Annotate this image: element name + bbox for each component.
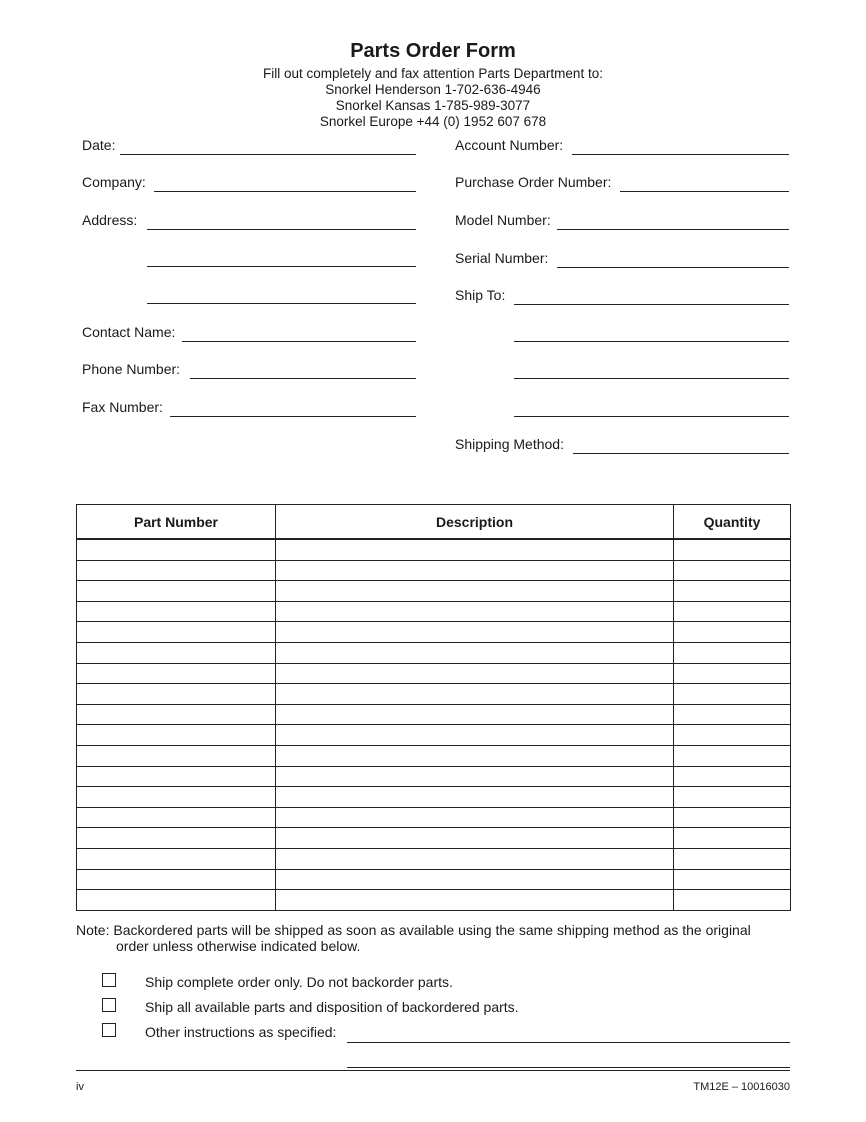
- header-description: Description: [276, 505, 674, 540]
- description-cell[interactable]: [276, 745, 674, 766]
- quantity-cell[interactable]: [674, 581, 791, 602]
- description-cell[interactable]: [276, 766, 674, 787]
- document-id: TM12E – 10016030: [693, 1081, 790, 1093]
- table-row: [77, 787, 791, 808]
- quantity-cell[interactable]: [674, 745, 791, 766]
- fax-instructions: Fill out completely and fax attention Parts Department to:: [263, 66, 603, 81]
- other-instructions-label: Other instructions as specified:: [145, 1024, 337, 1040]
- phone-number-label: Phone Number:: [82, 361, 181, 377]
- part-number-cell[interactable]: [77, 622, 276, 643]
- table-row: [77, 684, 791, 705]
- ship-to-field-line-1[interactable]: [514, 304, 789, 305]
- table-row: [77, 766, 791, 787]
- ship-to-field-line-3[interactable]: [514, 378, 789, 379]
- quantity-cell[interactable]: [674, 807, 791, 828]
- phone-number-field[interactable]: [190, 378, 416, 379]
- other-instructions-field-line-1[interactable]: [347, 1042, 790, 1043]
- backorder-note: [76, 922, 790, 954]
- address-label: Address:: [82, 212, 138, 228]
- note-line-1: Note: Backordered parts will be shipped as soon as available using the same shipping method as the original: [76, 922, 751, 938]
- table-row: [77, 745, 791, 766]
- parts-table: [76, 504, 791, 911]
- table-row: [77, 581, 791, 602]
- ship-complete-label: Ship complete order only. Do not backorder parts.: [145, 974, 453, 990]
- address-field-line-1[interactable]: [147, 229, 416, 230]
- quantity-cell[interactable]: [674, 725, 791, 746]
- quantity-cell[interactable]: [674, 560, 791, 581]
- address-field-line-2[interactable]: [147, 266, 416, 267]
- date-label: Date:: [82, 137, 116, 153]
- ship-to-field-line-2[interactable]: [514, 341, 789, 342]
- address-field-line-3[interactable]: [147, 303, 416, 304]
- description-cell[interactable]: [276, 807, 674, 828]
- description-cell[interactable]: [276, 869, 674, 890]
- table-row: [77, 539, 791, 560]
- description-cell[interactable]: [276, 848, 674, 869]
- shipping-method-label: Shipping Method:: [455, 436, 564, 452]
- quantity-cell[interactable]: [674, 704, 791, 725]
- contact-europe: Snorkel Europe +44 (0) 1952 607 678: [319, 114, 547, 129]
- description-cell[interactable]: [276, 725, 674, 746]
- part-number-cell[interactable]: [77, 663, 276, 684]
- quantity-cell[interactable]: [674, 539, 791, 560]
- table-row: [77, 848, 791, 869]
- purchase-order-number-label: Purchase Order Number:: [455, 174, 612, 190]
- table-row: [77, 560, 791, 581]
- contact-henderson: Snorkel Henderson 1-702-636-4946: [325, 82, 541, 97]
- part-number-cell[interactable]: [77, 704, 276, 725]
- part-number-cell[interactable]: [77, 890, 276, 911]
- page-number: iv: [76, 1081, 84, 1093]
- contact-kansas: Snorkel Kansas 1-785-989-3077: [335, 98, 531, 113]
- other-instructions-checkbox[interactable]: [102, 1023, 116, 1037]
- table-row: [77, 725, 791, 746]
- table-row: [77, 828, 791, 849]
- part-number-cell[interactable]: [77, 642, 276, 663]
- fax-number-field[interactable]: [170, 416, 416, 417]
- part-number-cell[interactable]: [77, 725, 276, 746]
- description-cell[interactable]: [276, 539, 674, 560]
- ship-available-checkbox[interactable]: [102, 998, 116, 1012]
- header-quantity: Quantity: [674, 505, 791, 540]
- part-number-cell[interactable]: [77, 869, 276, 890]
- part-number-cell[interactable]: [77, 848, 276, 869]
- ship-to-label: Ship To:: [455, 287, 506, 303]
- footer-rule: [76, 1070, 790, 1071]
- contact-name-label: Contact Name:: [82, 324, 176, 340]
- table-header-row: [77, 505, 791, 540]
- quantity-cell[interactable]: [674, 684, 791, 705]
- part-number-cell[interactable]: [77, 766, 276, 787]
- other-instructions-field-line-2[interactable]: [347, 1067, 790, 1068]
- table-row: [77, 663, 791, 684]
- fax-number-label: Fax Number:: [82, 399, 163, 415]
- description-cell[interactable]: [276, 642, 674, 663]
- quantity-cell[interactable]: [674, 869, 791, 890]
- quantity-cell[interactable]: [674, 828, 791, 849]
- table-row: [77, 890, 791, 911]
- quantity-cell[interactable]: [674, 601, 791, 622]
- description-cell[interactable]: [276, 663, 674, 684]
- note-line-2: order unless otherwise indicated below.: [116, 938, 361, 954]
- model-number-label: Model Number:: [455, 212, 551, 228]
- table-row: [77, 704, 791, 725]
- quantity-cell[interactable]: [674, 787, 791, 808]
- account-number-field[interactable]: [572, 154, 789, 155]
- part-number-cell[interactable]: [77, 581, 276, 602]
- part-number-cell[interactable]: [77, 684, 276, 705]
- part-number-cell[interactable]: [77, 601, 276, 622]
- contact-name-field[interactable]: [182, 341, 416, 342]
- description-cell[interactable]: [276, 787, 674, 808]
- purchase-order-number-field[interactable]: [620, 191, 789, 192]
- parts-table-body: [77, 539, 791, 910]
- table-row: [77, 601, 791, 622]
- description-cell[interactable]: [276, 560, 674, 581]
- serial-number-field[interactable]: [557, 267, 789, 268]
- company-field[interactable]: [154, 191, 416, 192]
- part-number-cell[interactable]: [77, 539, 276, 560]
- part-number-cell[interactable]: [77, 745, 276, 766]
- quantity-cell[interactable]: [674, 622, 791, 643]
- header-part-number: Part Number: [77, 505, 276, 540]
- description-cell[interactable]: [276, 828, 674, 849]
- account-number-label: Account Number:: [455, 137, 564, 153]
- ship-complete-checkbox[interactable]: [102, 973, 116, 987]
- table-row: [77, 642, 791, 663]
- description-cell[interactable]: [276, 622, 674, 643]
- table-row: [77, 869, 791, 890]
- model-number-field[interactable]: [557, 229, 789, 230]
- company-label: Company:: [82, 174, 146, 190]
- shipping-method-field[interactable]: [573, 453, 789, 454]
- table-row: [77, 622, 791, 643]
- quantity-cell[interactable]: [674, 642, 791, 663]
- description-cell[interactable]: [276, 601, 674, 622]
- quantity-cell[interactable]: [674, 663, 791, 684]
- description-cell[interactable]: [276, 684, 674, 705]
- quantity-cell[interactable]: [674, 766, 791, 787]
- part-number-cell[interactable]: [77, 787, 276, 808]
- description-cell[interactable]: [276, 581, 674, 602]
- description-cell[interactable]: [276, 704, 674, 725]
- serial-number-label: Serial Number:: [455, 250, 549, 266]
- date-field[interactable]: [120, 154, 416, 155]
- description-cell[interactable]: [276, 890, 674, 911]
- part-number-cell[interactable]: [77, 828, 276, 849]
- part-number-cell[interactable]: [77, 560, 276, 581]
- quantity-cell[interactable]: [674, 890, 791, 911]
- ship-to-field-line-4[interactable]: [514, 416, 789, 417]
- part-number-cell[interactable]: [77, 807, 276, 828]
- quantity-cell[interactable]: [674, 848, 791, 869]
- page-title: Parts Order Form: [350, 40, 516, 62]
- ship-available-label: Ship all available parts and disposition of backordered parts.: [145, 999, 519, 1015]
- table-row: [77, 807, 791, 828]
